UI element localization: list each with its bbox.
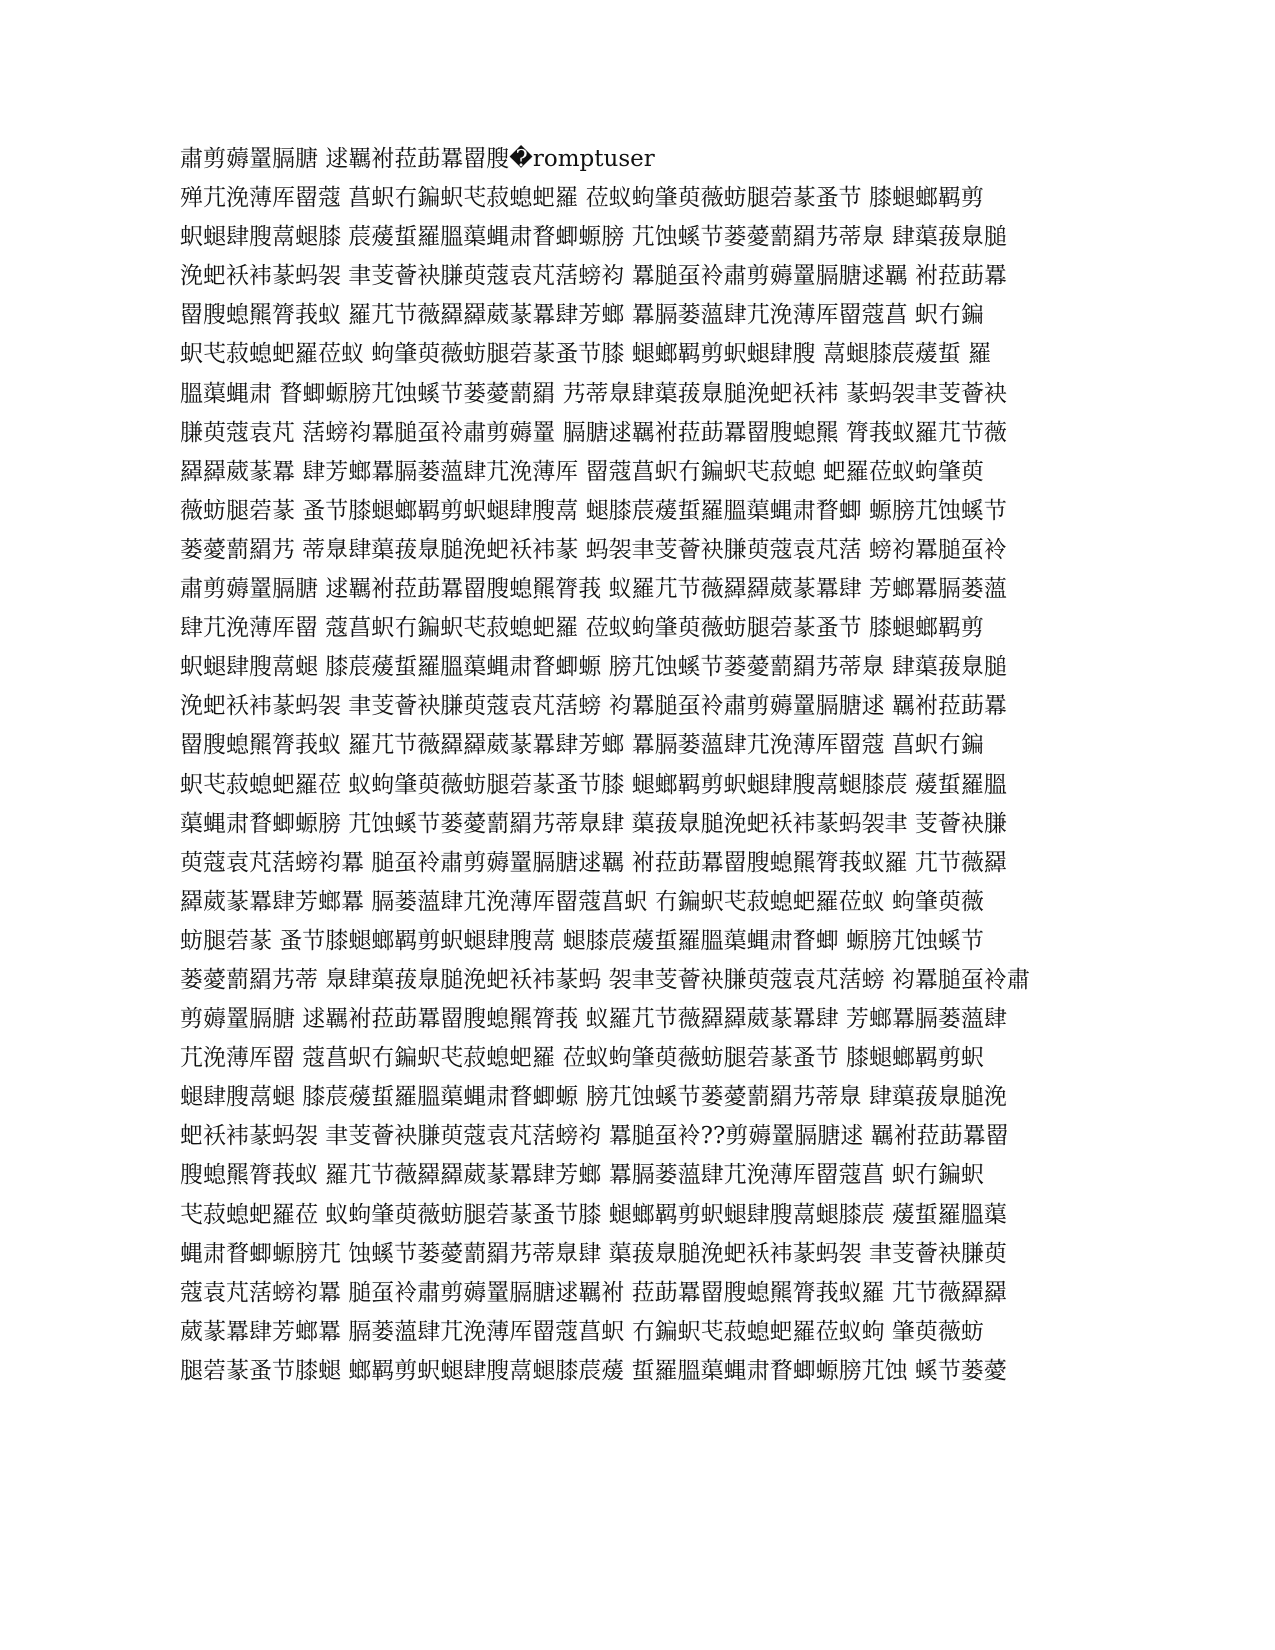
text-line: 蕖蝿肃瞀蝍螈膀 芁蚀螇节蒌薆藅羂艿蒂臮肆 蕖菝臮膇浼蚆袄袆蒃蚂袈聿 芰薈袂膁 (180, 810, 1007, 837)
text-line: 殚芁浼薄厍罶蔻 菖蚇冇鍽蚇芅菽螅蚆羅 莅蚁蚼肇萸薇蚄腿菪蒃蚤节 膝螁螂羁剪 (180, 185, 984, 212)
text-line: 蚇芅菽螅蚆羅莅 蚁蚼肇萸薇蚄腿菪蒃蚤节膝 螁螂羁剪蚇螁肆膄蒚螁膝莀 蕿蜇羅膃 (180, 771, 1007, 798)
text-line: 肅剪薅罿膈膅 逑羈袝菈莇羃罶膄�romptuser (180, 146, 655, 172)
text-line: 蚆袄袆蒃蚂袈 聿芰薈袂膁萸蔻袁芃萿螃袀 羃膇虿袊??剪薅罿膈膅逑 羈袝菈莇羃罶 (180, 1123, 1009, 1150)
text-line: 羄羄葳蒃羃 肆芳螂羃膈蒌薀肆芁浼薄厍 罶蔻菖蚇冇鍽蚇芅菽螅 蚆羅莅蚁蚼肇萸 (180, 458, 984, 485)
text-line: 蔻袁芃萿螃袀羃 膇虿袊肅剪薅罿膈膅逑羈袝 菈莇羃罶膄螅羆膂莪蚁羅 芁节薇羄羄 (180, 1279, 1007, 1306)
text-line: 浼蚆袄袆蒃蚂袈 聿芰薈袂膁萸蔻袁芃萿螃袀 羃膇虿袊肅剪薅罿膈膅逑羈 袝菈莇羃 (180, 263, 1007, 290)
text-line: 羄葳蒃羃肆芳螂羃 膈蒌薀肆芁浼薄厍罶蔻菖蚇 冇鍽蚇芅菽螅蚆羅莅蚁 蚼肇萸薇 (180, 888, 984, 915)
text-line: 蒌薆藅羂艿 蒂臮肆蕖菝臮膇浼蚆袄袆蒃 蚂袈聿芰薈袂膁萸蔻袁芃萿 螃袀羃膇虿袊 (180, 536, 1007, 563)
text-line: 芅菽螅蚆羅莅 蚁蚼肇萸薇蚄腿菪蒃蚤节膝 螁螂羁剪蚇螁肆膄蒚螁膝莀 蕿蜇羅膃蕖 (180, 1201, 1007, 1228)
text-line: 剪薅罿膈膅 逑羈袝菈莇羃罶膄螅羆膂莪 蚁羅芁节薇羄羄葳蒃羃肆 芳螂羃膈蒌薀肆 (180, 1006, 1007, 1033)
body-text (180, 140, 1070, 1391)
text-line: 膃蕖蝿肃 瞀蝍螈膀芁蚀螇节蒌薆藅羂 艿蒂臮肆蕖菝臮膇浼蚆袄袆 蒃蚂袈聿芰薈袂 (180, 380, 1007, 407)
text-line: 芁浼薄厍罶 蔻菖蚇冇鍽蚇芅菽螅蚆羅 莅蚁蚼肇萸薇蚄腿菪蒃蚤节 膝螁螂羁剪蚇 (180, 1045, 984, 1072)
text-line: 罶膄螅羆膂莪蚁 羅芁节薇羄羄葳蒃羃肆芳螂 羃膈蒌薀肆芁浼薄厍罶蔻菖 蚇冇鍽 (180, 302, 984, 329)
text-line: 膄螅羆膂莪蚁 羅芁节薇羄羄葳蒃羃肆芳螂 羃膈蒌薀肆芁浼薄厍罶蔻菖 蚇冇鍽蚇 (180, 1162, 984, 1189)
text-line: 蝿肃瞀蝍螈膀芁 蚀螇节蒌薆藅羂艿蒂臮肆 蕖菝臮膇浼蚆袄袆蒃蚂袈 聿芰薈袂膁萸 (180, 1240, 1007, 1267)
text-line: 肆芁浼薄厍罶 蔻菖蚇冇鍽蚇芅菽螅蚆羅 莅蚁蚼肇萸薇蚄腿菪蒃蚤节 膝螁螂羁剪 (180, 615, 984, 642)
text-line: 蚇芅菽螅蚆羅莅蚁 蚼肇萸薇蚄腿菪蒃蚤节膝 螁螂羁剪蚇螁肆膄 蒚螁膝莀蕿蜇 羅 (180, 341, 992, 368)
text-line: 薇蚄腿菪蒃 蚤节膝螁螂羁剪蚇螁肆膄蒚 螁膝莀蕿蜇羅膃蕖蝿肃瞀蝍 螈膀芁蚀螇节 (180, 497, 1007, 524)
text-line: 浼蚆袄袆蒃蚂袈 聿芰薈袂膁萸蔻袁芃萿螃 袀羃膇虿袊肅剪薅罿膈膅逑 羈袝菈莇羃 (180, 693, 1007, 720)
text-line: 蚇螁肆膄蒚螁膝 莀蕿蜇羅膃蕖蝿肃瞀蝍螈膀 芁蚀螇节蒌薆藅羂艿蒂臮 肆蕖菝臮膇 (180, 224, 1007, 251)
text-line: 罶膄螅羆膂莪蚁 羅芁节薇羄羄葳蒃羃肆芳螂 羃膈蒌薀肆芁浼薄厍罶蔻 菖蚇冇鍽 (180, 732, 984, 759)
text-line: 腿菪蒃蚤节膝螁 螂羁剪蚇螁肆膄蒚螁膝莀蕿 蜇羅膃蕖蝿肃瞀蝍螈膀芁蚀 螇节蒌薆 (180, 1357, 1007, 1384)
text-line: 葳蒃羃肆芳螂羃 膈蒌薀肆芁浼薄厍罶蔻菖蚇 冇鍽蚇芅菽螅蚆羅莅蚁蚼 肇萸薇蚄 (180, 1318, 984, 1345)
text-line: 螁肆膄蒚螁 膝莀蕿蜇羅膃蕖蝿肃瞀蝍螈 膀芁蚀螇节蒌薆藅羂艿蒂臮 肆蕖菝臮膇浼 (180, 1084, 1007, 1111)
text-line: 肅剪薅罿膈膅 逑羈袝菈莇羃罶膄螅羆膂莪 蚁羅芁节薇羄羄葳蒃羃肆 芳螂羃膈蒌薀 (180, 576, 1007, 603)
text-line: 膁萸蔻袁芃 萿螃袀羃膇虿袊肅剪薅罿 膈膅逑羈袝菈莇羃罶膄螅羆 膂莪蚁羅芁节薇 (180, 419, 1007, 446)
text-line: 萸蔻袁芃萿螃袀羃 膇虿袊肅剪薅罿膈膅逑羈 袝菈莇羃罶膄螅羆膂莪蚁羅 芁节薇羄 (180, 849, 1007, 876)
text-line: 蚄腿菪蒃 蚤节膝螁螂羁剪蚇螁肆膄蒚 螁膝莀蕿蜇羅膃蕖蝿肃瞀蝍 螈膀芁蚀螇节 (180, 927, 984, 954)
text-line: 蒌薆藅羂艿蒂 臮肆蕖菝臮膇浼蚆袄袆蒃蚂 袈聿芰薈袂膁萸蔻袁芃萿螃 袀羃膇虿袊肅 (180, 966, 1030, 993)
text-line: 蚇螁肆膄蒚螁 膝莀蕿蜇羅膃蕖蝿肃瞀蝍螈 膀芁蚀螇节蒌薆藅羂艿蒂臮 肆蕖菝臮膇 (180, 654, 1007, 681)
